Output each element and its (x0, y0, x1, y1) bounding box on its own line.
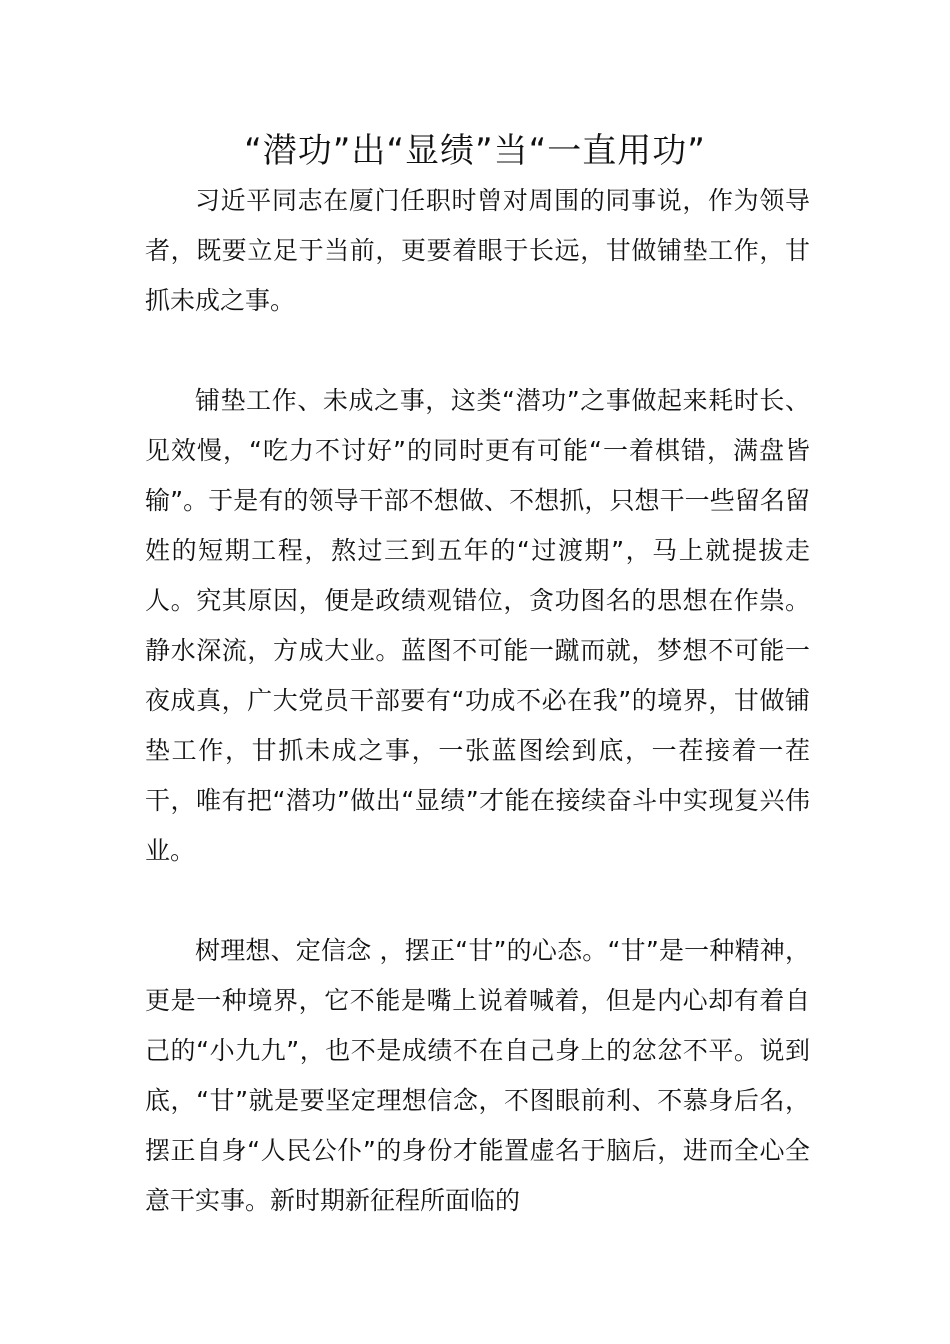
document-title: “潜功”出“显绩”当“一直用功” (244, 131, 706, 171)
paragraph-1: 习近平同志在厦门任职时曾对周围的同事说，作为领导者，既要立足于当前，更要着眼于长远，甘做铺垫工作，甘抓未成之事。 (145, 186, 810, 315)
document-body (145, 176, 810, 1226)
paragraph-2: 铺垫工作、未成之事，这类“潜功”之事做起来耗时长、见效慢，“吃力不讨好”的同时更有可能“一着棋错，满盘皆输”。于是有的领导干部不想做、不想抓，只想干一些留名留姓的短期工程，熬过三到五年的“过渡期”，马上就提拔走人。究其原因，便是政绩观错位，贪功图名的思想在作祟。静水深流，方成大业。蓝图不可能一蹴而就，梦想不可能一夜成真，广大党员干部要有“功成不必在我”的境界，甘做铺垫工作，甘抓未成之事，一张蓝图绘到底，一茬接着一茬干，唯有把“潜功”做出“显绩”才能在接续奋斗中实现复兴伟业。 (145, 386, 810, 865)
paragraph-3: 树理想、定信念 ，摆正“甘”的心态。“甘”是一种精神，更是一种境界，它不能是嘴上说着喊着，但是内心却有着自己的“小九九”，也不是成绩不在自己身上的忿忿不平。说到底，“甘”就是要坚定理想信念，不图眼前利、不慕身后名，摆正自身“人民公仆”的身份才能置虚名于脑后，进而全心全意干实事。新时期新征程所面临的 (145, 936, 810, 1215)
